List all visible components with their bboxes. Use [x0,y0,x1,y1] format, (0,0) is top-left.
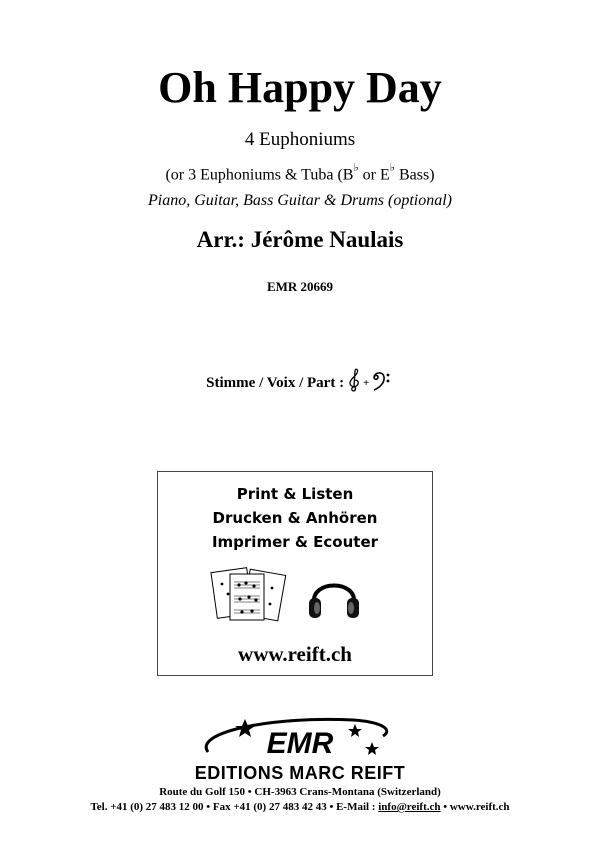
part-line [0,368,600,394]
promo-text [158,482,432,554]
score-title: Oh Happy Day [158,63,442,112]
part-label: Stimme / Voix / Part : [206,375,345,391]
email-link[interactable]: info@reift.ch [378,801,441,813]
publisher-address: Route du Golf 150 • CH-3963 Crans-Montana (Switzerland) [159,786,441,798]
emr-logo [153,712,447,784]
sheet-music-icon [210,564,294,626]
publisher-name: EDITIONS MARC REIFT [194,763,406,783]
headphones-icon [306,570,362,620]
alt-prefix: (or 3 Euphoniums & Tuba (B [165,166,354,184]
publisher-contact [0,801,600,813]
contact-prefix: Tel. +41 (0) 27 483 12 00 • Fax +41 (0) 27 483 42 43 • E-Mail : [90,801,379,813]
treble-bass-clef-icon [348,368,394,394]
promo-line-1: Print & Listen [236,485,354,503]
catalog-number: EMR 20669 [266,279,334,294]
optional-instruments: Piano, Guitar, Bass Guitar & Drums (optional) [147,192,452,209]
instrumentation: 4 Euphoniums [244,129,356,150]
promo-line-2: Drucken & Anhören [212,509,378,527]
flat-sign: ♭ [389,162,395,174]
plus-sign: + [362,377,370,389]
flat-sign: ♭ [353,162,359,174]
alt-suffix: Bass) [394,166,435,184]
print-listen-box [157,471,433,676]
promo-line-3: Imprimer & Ecouter [211,533,379,551]
alternative-instrumentation [0,159,600,186]
logo-text: EMR [266,727,334,760]
contact-suffix: • www.reift.ch [440,801,510,813]
arranger: Arr.: Jérôme Naulais [196,227,404,252]
promo-url[interactable]: www.reift.ch [238,642,352,666]
alt-middle: or E [358,166,390,184]
